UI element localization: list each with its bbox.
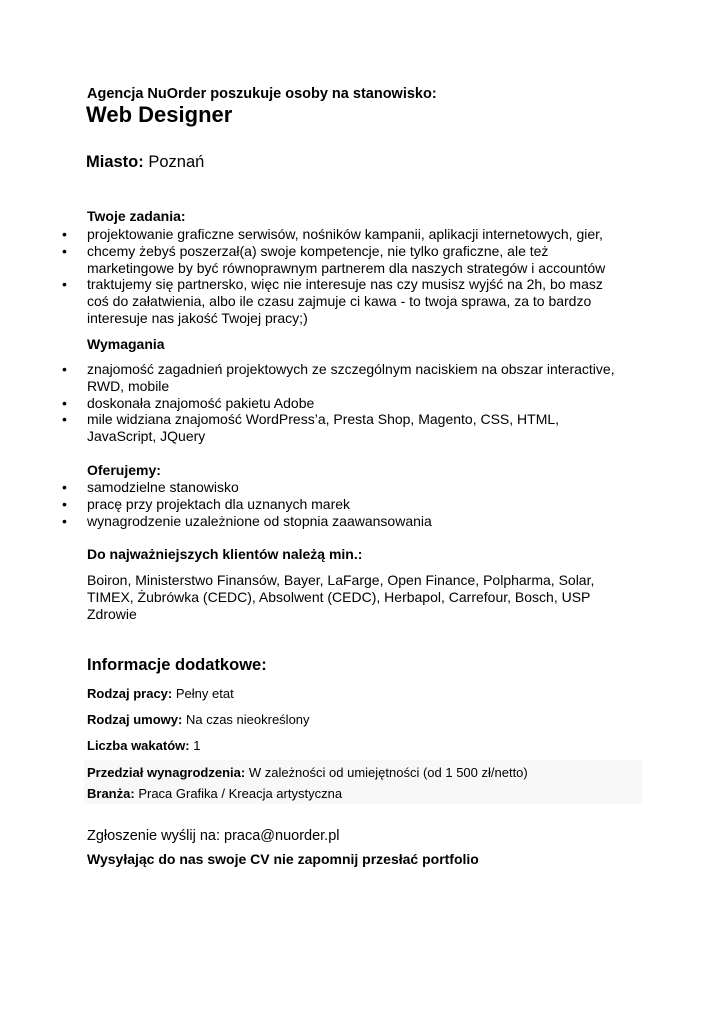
task-item-line: coś do załatwienia, albo ile czasu zajmuje ci kawa - to twoja sprawa, za to bardzo (87, 293, 592, 310)
bullet-icon: • (62, 479, 67, 495)
bullet-icon: • (62, 512, 67, 529)
apply-line (87, 828, 340, 844)
task-item (0, 226, 605, 243)
requirement-item-line: RWD, mobile (87, 377, 170, 394)
requirement-item (0, 361, 615, 395)
offer-item-line: pracę przy projektach dla uznanych marek (87, 495, 351, 512)
offer-item (0, 513, 432, 530)
tasks-list (0, 226, 605, 327)
bullet-icon: • (62, 394, 67, 411)
requirement-item-line: znajomość zagadnień projektowych ze szczególnym naciskiem na obszar interactive, (87, 361, 615, 377)
work-type-value: Pełny etat (175, 686, 234, 701)
task-item (0, 243, 605, 277)
requirement-item (0, 395, 615, 412)
salary-row (87, 765, 528, 780)
apply-label: Zgłoszenie wyślij na: (87, 828, 220, 844)
industry-value: Praca Grafika / Kreacja artystyczna (138, 786, 343, 801)
clients-line: Zdrowie (87, 606, 137, 622)
apply-email-link[interactable]: praca@nuorder.pl (224, 828, 340, 844)
job-title: Web Designer (86, 102, 233, 127)
industry-row (87, 786, 342, 801)
intro-text: Agencja NuOrder poszukuje osoby na stanowisko: (87, 86, 437, 102)
salary-value: W zależności od umiejętności (od 1 500 zł/netto) (248, 765, 528, 780)
task-item-line: chcemy żebyś poszerzał(a) swoje kompetencje, nie tylko graficzne, ale też (87, 242, 549, 259)
task-item (0, 276, 605, 326)
offer-item-line: wynagrodzenie uzależnione od stopnia zaawansowania (87, 512, 432, 529)
task-item-line: traktujemy się partnersko, więc nie interesuje nas czy musisz wyjść na 2h, bo masz (87, 276, 603, 293)
offer-list (0, 479, 432, 529)
contract-row (87, 712, 310, 727)
industry-label: Branża: (87, 786, 135, 801)
bullet-icon: • (62, 276, 67, 293)
task-item-line: projektowanie graficzne serwisów, nośników kampanii, aplikacji internetowych, gier, (87, 226, 603, 242)
city-line (86, 153, 204, 172)
salary-label: Przedział wynagrodzenia: (87, 765, 246, 780)
vacancies-label: Liczba wakatów: (87, 738, 190, 753)
offer-item (0, 479, 432, 496)
tasks-heading: Twoje zadania: (87, 208, 186, 224)
bullet-icon: • (62, 361, 67, 377)
bullet-icon: • (62, 495, 67, 512)
offer-heading: Oferujemy: (87, 462, 161, 478)
clients-text (87, 572, 594, 623)
contract-label: Rodzaj umowy: (87, 712, 183, 727)
clients-line: TIMEX, Żubrówka (CEDC), Absolwent (CEDC), Herbapol, Carrefour, Bosch, USP (87, 589, 591, 605)
requirements-list (0, 361, 615, 445)
requirement-item (0, 411, 615, 445)
offer-item (0, 496, 432, 513)
work-type-row (87, 686, 234, 701)
city-value: Poznań (148, 153, 205, 171)
requirement-item-line: mile widziana znajomość WordPress’a, Presta Shop, Magento, CSS, HTML, (87, 411, 560, 428)
task-item-line: marketingowe by być równoprawnym partnerem dla naszych strategów i accountów (87, 259, 606, 276)
city-label: Miasto: (86, 153, 144, 171)
contract-value: Na czas nieokreślony (185, 712, 310, 727)
bullet-icon: • (62, 242, 67, 259)
clients-heading: Do najważniejszych klientów należą min.: (87, 546, 363, 562)
requirement-item-line: JavaScript, JQuery (87, 428, 206, 445)
info-heading: Informacje dodatkowe: (87, 656, 267, 674)
bullet-icon: • (62, 411, 67, 428)
requirements-heading: Wymagania (87, 336, 165, 352)
vacancies-row (87, 738, 200, 753)
portfolio-note: Wysyłając do nas swoje CV nie zapomnij przesłać portfolio (87, 851, 479, 867)
requirement-item-line: doskonała znajomość pakietu Adobe (87, 394, 315, 411)
offer-item-line: samodzielne stanowisko (87, 479, 239, 495)
bullet-icon: • (62, 226, 67, 242)
clients-line: Boiron, Ministerstwo Finansów, Bayer, LaFarge, Open Finance, Polpharma, Solar, (87, 572, 595, 588)
vacancies-value: 1 (193, 738, 201, 753)
work-type-label: Rodzaj pracy: (87, 686, 173, 701)
task-item-line: interesuje nas jakość Twojej pracy;) (87, 309, 308, 326)
